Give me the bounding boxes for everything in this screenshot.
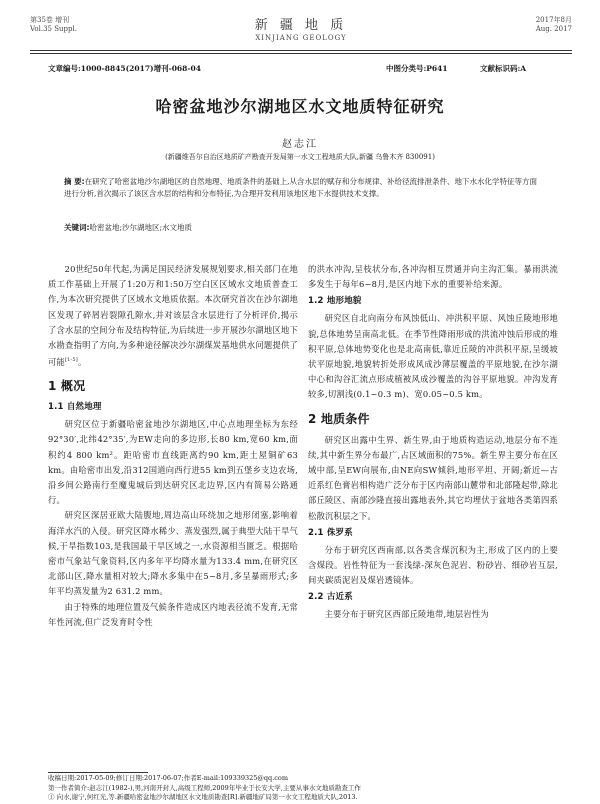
right-column: [308, 262, 558, 623]
clc-number: 中图分类号:P641: [386, 64, 448, 73]
issue-date: 2017年8月 Aug. 2017: [535, 16, 572, 33]
abstract-label: 摘 要:: [64, 177, 85, 186]
abstract-text: 在研究了哈密盆地沙尔湖地区的自然地理、地质条件的基础上,从含水层的赋存和分布规律、补给径流排泄条件、地下水水化学特征等方面进行分析,首次揭示了该区含水层的结构和分布特征,为合理开发利用该地区地下水提供技术支撑。: [64, 177, 538, 198]
paragraph: 研究区位于新疆哈密盆地沙尔湖地区,中心点地理坐标为东经92°30′,北纬42°35′,为EW走向的多边形,长80 km,宽60 km,面积约4 800 km²。距哈密市直线距离约90 km,距土屋铜矿63 km。由哈密市出发,沿312国道向西行进55 km到五堡乡支边农场,沿乡间公路南行至魔鬼城后到达研究区北边界,区内有简易公路通行。: [48, 419, 298, 506]
paragraph: 研究区自北向南分布风蚀低山、冲洪积平原、风蚀丘陵地形地貌,总体地势呈南高北低。在季节性降雨形成的洪流冲蚀后形成的堆积平原,总体地势变化也是北高南低,靠近丘陵的冲洪积平原,呈缓坡状平原地貌,地貌转折处形成风成沙薄层覆盖的平原地貌,在沙尔湖中心和沟谷汇流点形成植被风成沙覆盖的沟谷平原地貌。冲沟发育较多,切割浅(0.1~0.3 m)、宽0.05~0.5 km。: [308, 313, 558, 400]
paragraph: 研究区深居亚欧大陆腹地,周边高山环绕加之地形闭塞,影响着海洋水汽的入侵。研究区降水稀少、蒸发强烈,属于典型大陆干旱气候,干旱指数103,是我国最干旱区域之一,水资源相当匮乏。根据哈密市气象站气象资料,区内多年平均降水量为133.4 mm,在研究区北部山区,降水量相对较大;降水多集中在5~8月,多呈暴雨形式;多年平均蒸发量为2 631.2 mm。: [48, 510, 298, 597]
affiliation: (新疆维吾尔自治区地质矿产勘查开发局第一水文工程地质大队,新疆 乌鲁木齐 830091): [165, 153, 435, 161]
keywords-label: 关键词:: [64, 223, 90, 232]
subsection-heading: 2.1 侏罗系: [308, 527, 353, 538]
paragraph: 由于特殊的地理位置及气候条件造成区内地表径流不发育,无常年性河流,但广泛发育时令性: [48, 601, 298, 627]
abstract: [64, 176, 542, 200]
author-bio: 第一作者简介:赵志江(1982-),男,河南开封人,高级工程师,2009年毕业于长安大学,主要从事水文地质勘查工作: [48, 783, 361, 792]
subsection-heading: 1.2 地形地貌: [308, 296, 362, 307]
header-rule-2: [30, 53, 572, 54]
volume-info: 第35卷 增刊 Vol.35 Suppl.: [30, 16, 77, 33]
journal-header: [30, 8, 572, 54]
footnotes: [48, 774, 568, 803]
document-code: 文献标识码:A: [480, 64, 527, 73]
received-date: 收稿日期:2017-05-09;修订日期:2017-06-07;作者E-mail:109339325@qq.com: [48, 774, 288, 782]
header-rule: [30, 50, 572, 51]
paper-title: 哈密盆地沙尔湖地区水文地质特征研究: [155, 97, 445, 116]
left-column: [48, 262, 298, 630]
reference-note: ① 向水,谢宁,何红光,等.新疆哈密盆地沙尔湖地区水文地质勘查[R].新疆地矿局第一水文工程地质大队,2013.: [48, 793, 358, 801]
citation: [1-5]: [65, 357, 78, 364]
footnote-rule: [48, 772, 148, 773]
keywords-text: 哈密盆地;沙尔湖地区;水文地质: [89, 223, 193, 232]
section-heading: 2 地质条件: [308, 411, 370, 426]
intro-paragraph: 20世纪50年代起,为满足国民经济发展规划要求,相关部门在地质工作基础上开展了1:20万和1:50万空白区区域水文地质普查工作,为本次研究提供了区域水文地质依据。本次研究首次在沙尔湖地区发现了碎屑岩裂隙孔隙水,并对该层含水层进行了分析评价,揭示了含水层的空间分布及结构特征,为后续进一步开展沙尔湖地区地下水勘查指明了方向,为多种途径解决沙尔湖煤炭基地供水问题提供了可能[1-5]。: [48, 264, 298, 367]
subsection-heading: 1.1 自然地理: [48, 402, 102, 413]
subsection-heading: 2.2 古近系: [308, 592, 353, 603]
article-number: 文章编号:1000-8845(2017)增刊-068-04: [48, 64, 201, 73]
journal-name: 新 疆 地 质 XINJIANG GEOLOGY: [254, 18, 348, 42]
paragraph: 研究区出露中生界、新生界,由于地质构造运动,地层分布不连续,其中新生界分布最广,占区域面积的75%。新生界主要分布在区域中部,呈EW向展布,由NE向SW倾斜,地形平坦、开阔;新近—古近系红色膏岩相构造广泛分布于区内南部山麓带和北部隆起带,除北部丘陵区、南部沙隆直接出露地表外,其它均埋伏于盆地各类第四系松散沉积层之下。: [308, 434, 558, 521]
paragraph: 的洪水冲沟,呈枝状分布,各冲沟相互贯通并向主沟汇集。暴雨洪流多发生于每年6~8月,是区内地下水的重要补给来源。: [308, 264, 558, 290]
keywords: [64, 222, 542, 233]
author-name: 赵志江: [282, 139, 318, 150]
paragraph: 分布于研究区西南部,以各类含煤沉积为主,形成了区内的上要含煤段。岩性特征为一套浅绿-深灰色泥岩、粉砂岩、细砂岩互层,间夹碳质泥岩及煤岩透镜体。: [308, 544, 558, 586]
section-heading: 1 概况: [48, 379, 86, 394]
paragraph: 主要分布于研究区西部丘陵地带,地层岩性为: [324, 609, 489, 620]
